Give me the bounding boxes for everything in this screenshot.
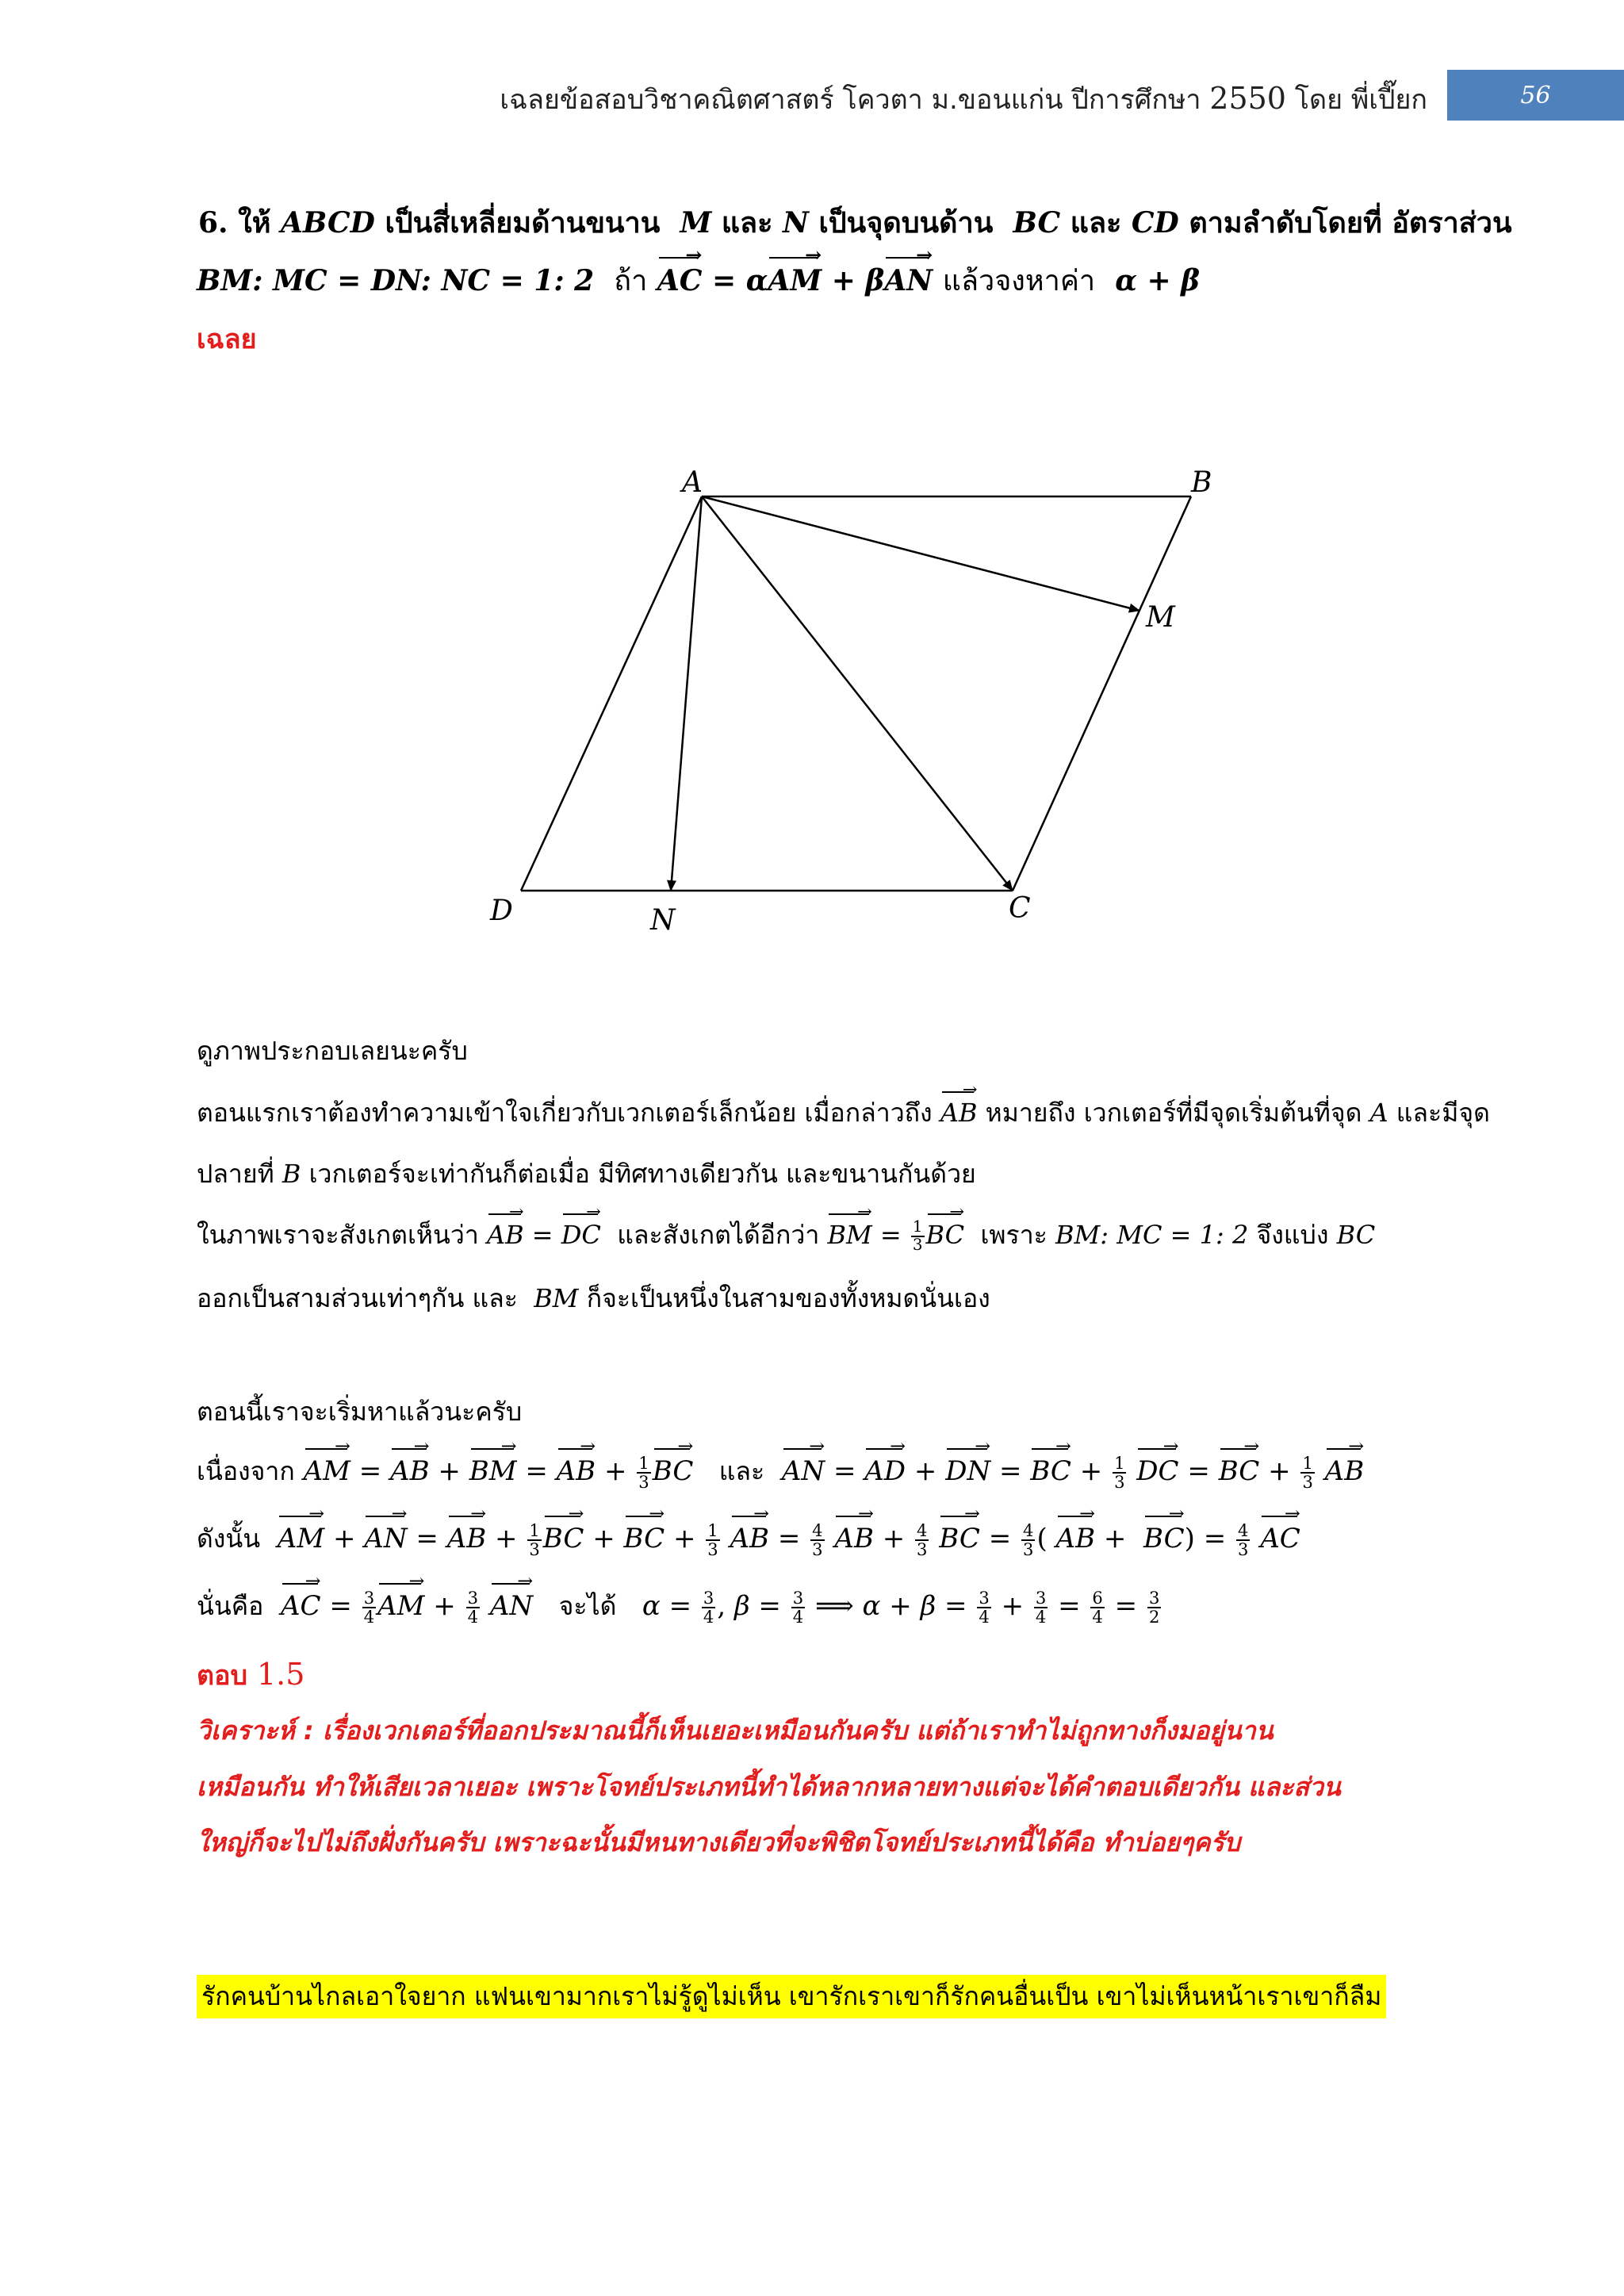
analysis-line-2: เหมือนกัน ทำให้เสียเวลาเยอะ เพราะโจทย์ประเภทนี้ทำได้หลากหลายทางแต่จะได้คำตอบเดียวกัน และส่วน <box>197 1772 1341 1802</box>
vector-arrows <box>671 496 1139 891</box>
para-3: ปลายที่ B เวกเตอร์จะเท่ากันก็ต่อเมื่อ มีทิศทางเดียวกัน และขนานกันด้วย <box>197 1159 976 1189</box>
header-year: 2550 <box>1209 81 1286 116</box>
page-number: 56 <box>1447 70 1624 121</box>
answer: ตอบ 1.5 <box>197 1657 305 1692</box>
vector-ac <box>702 496 1013 891</box>
para-6: ตอนนี้เราจะเริ่มหาแล้วนะครับ <box>197 1397 523 1427</box>
solution-label: เฉลย <box>197 324 257 355</box>
vector-am <box>702 496 1139 611</box>
para-4: ในภาพเราจะสังเกตเห็นว่า AB → = DC → และสังเกตได้อีกว่า BM → = $\frac{1}{3}$ BC → เพราะ BM: MC = 1: 2 จึงแบ่ง BC <box>197 1215 1375 1255</box>
header-title: เฉลยข้อสอบวิชาคณิตศาสตร์ โควตา ม.ขอนแก่น ปีการศึกษา 2550 โดย พี่เปี๊ยก <box>500 81 1427 116</box>
para-2: ตอนแรกเราต้องทำความเข้าใจเกี่ยวกับเวกเตอร์เล็กน้อย เมื่อกล่าวถึง AB → หมายถึง เวกเตอร์ที่มีจุดเริ่มต้นที่จุด A และมีจุด <box>197 1093 1490 1133</box>
highlighted-poem: รักคนบ้านไกลเอาใจยาก แฟนเขามากเราไม่รู้ดูไม่เห็น เขารักเราเขาก็รักคนอื่นเป็น เขาไม่เห็นหน้าเราเขาก็ลืม <box>197 1975 1386 2018</box>
question-line-2: BM: MC = DN: NC = 1: 2 ถ้า AC → = αAM → + βAN → แล้วจงหาค่า α + β <box>197 258 1200 303</box>
label-d: D <box>490 895 513 927</box>
para-5: ออกเป็นสามส่วนเท่าๆกัน และ BM ก็จะเป็นหนึ่งในสามของทั้งหมดนั่นเอง <box>197 1283 990 1313</box>
label-b: B <box>1191 466 1212 499</box>
analysis-line-1: วิเคราะห์ : เรื่องเวกเตอร์ที่ออกประมาณนี้ก็เห็นเยอะเหมือนกันครับ แต่ถ้าเราทำไม่ถูกทางก็งมอยู่นาน <box>197 1715 1274 1746</box>
parallelogram-diagram <box>0 0 1624 991</box>
header-author: โดย พี่เปี๊ยก <box>1294 84 1427 116</box>
label-a: A <box>682 466 703 499</box>
label-c: C <box>1009 892 1031 925</box>
para-1: ดูภาพประกอบเลยนะครับ <box>197 1036 468 1066</box>
analysis-line-3: ใหญ่ก็จะไปไม่ถึงฝั่งกันครับ เพราะฉะนั้นมีหนทางเดียวที่จะพิชิตโจทย์ประเภทนี้ได้คือ ทำบ่อยๆครับ <box>197 1827 1241 1857</box>
math-line-2: ดังนั้น AM → + AN → = AB → + $\frac{1}{3}$ BC → + BC → + $\frac{1}{3}$ AB → = $\frac{4}{3}$ AB → + $\frac{4}{3}$ BC → = $\frac{4}{3}$ ( AB → + BC →) = $\frac{4}{3}$ AC → <box>197 1519 1300 1559</box>
fraction-one-third: $\frac{1}{3}$ <box>912 1217 923 1254</box>
label-m: M <box>1146 601 1175 634</box>
math-line-1: เนื่องจาก AM → = AB → + BM → = AB → + $\frac{1}{3}$ BC → และ AN → = AD → + DN → = BC → + $\frac{1}{3}$ DC → = BC → + $\frac{1}{3}$ AB → <box>197 1451 1364 1492</box>
math-line-3: นั่นคือ AC → = $\frac{3}{4}$ AM → + $\frac{3}{4}$ AN → จะได้ α = $\frac{3}{4}$ , β = $\frac{3}{4}$ ⟹ α + β = $\frac{3}{4}$ + $\frac{3}{4}$ = $\frac{6}{4}$ = $\frac{3}{2}$ <box>197 1586 1162 1627</box>
edge-bc <box>1013 496 1191 891</box>
question-line-1: 6. ให้ ABCD เป็นสี่เหลี่ยมด้านขนาน M และ N เป็นจุดบนด้าน BC และ CD ตามลำดับโดยที่ อัตราส่วน <box>198 206 1512 240</box>
label-n: N <box>650 904 676 937</box>
